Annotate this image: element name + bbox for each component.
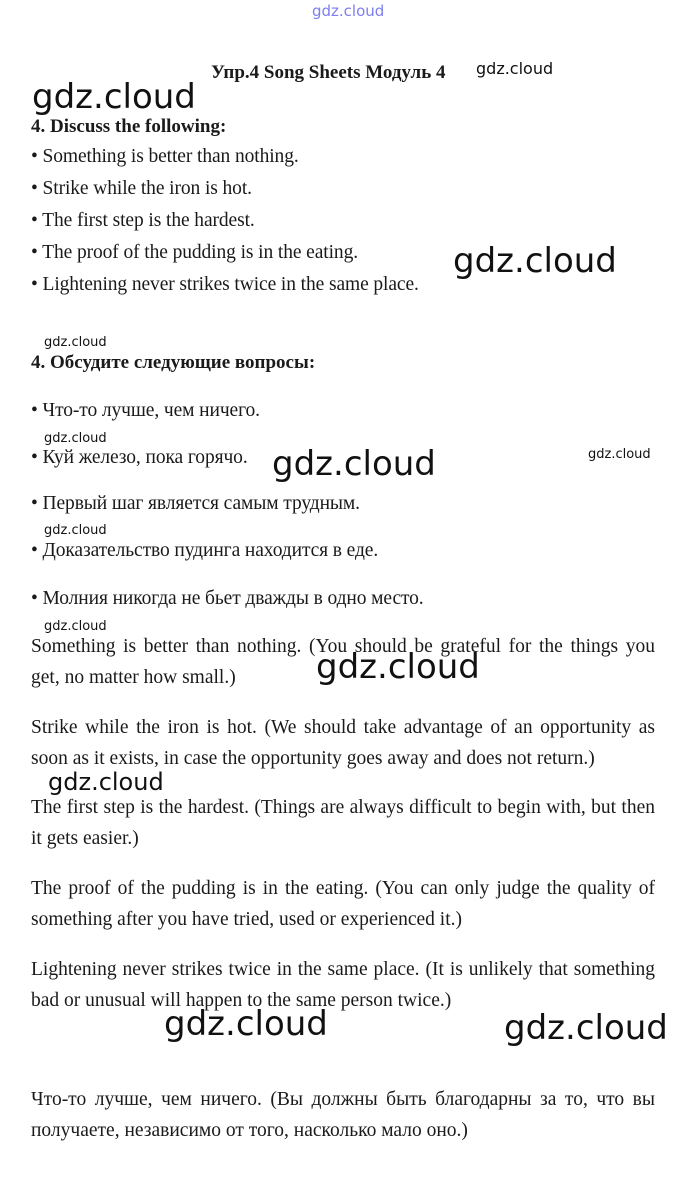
- watermark-large: gdz.cloud: [164, 1004, 328, 1044]
- section-heading-russian: 4. Обсудите следующие вопросы:: [31, 352, 316, 373]
- watermark-small: gdz.cloud: [44, 619, 107, 634]
- watermark-large: gdz.cloud: [272, 444, 436, 484]
- watermark-small: gdz.cloud: [44, 431, 107, 446]
- list-item: • The first step is the hardest.: [31, 210, 255, 231]
- watermark-small: gdz.cloud: [588, 447, 651, 462]
- watermark-title: gdz.cloud: [476, 59, 554, 78]
- page-title: Упр.4 Song Sheets Модуль 4: [211, 62, 446, 83]
- explanation-paragraph: Что-то лучше, чем ничего. (Вы должны быть благодарны за то, что вы получаете, независимо от того, насколько мало оно.): [31, 1089, 655, 1141]
- list-item: • Lightening never strikes twice in the same place.: [31, 274, 419, 295]
- explanation-paragraph: The proof of the pudding is in the eating. (You can only judge the quality of something after you have tried, used or experienced it.): [31, 878, 655, 930]
- explanation-paragraph: Lightening never strikes twice in the same place. (It is unlikely that something bad or unusual will happen to the same person twice.): [31, 959, 655, 1011]
- watermark-small: gdz.cloud: [44, 523, 107, 538]
- list-item: • Куй железо, пока горячо.: [31, 447, 248, 468]
- list-item: • The proof of the pudding is in the eating.: [31, 242, 359, 263]
- list-item: • Доказательство пудинга находится в еде.: [31, 540, 379, 561]
- watermark-large: gdz.cloud: [32, 77, 196, 117]
- list-item: • Что-то лучше, чем ничего.: [31, 400, 260, 421]
- list-item: • Первый шаг является самым трудным.: [31, 493, 360, 514]
- watermark-large: gdz.cloud: [48, 768, 164, 796]
- explanation-paragraph: The first step is the hardest. (Things are always difficult to begin with, but then it gets easier.): [31, 797, 655, 849]
- watermark-small: gdz.cloud: [44, 335, 107, 350]
- watermark-top: gdz.cloud: [312, 2, 385, 20]
- section-heading-english: 4. Discuss the following:: [31, 116, 227, 137]
- watermark-large: gdz.cloud: [504, 1008, 668, 1048]
- explanation-paragraph: Strike while the iron is hot. (We should take advantage of an opportunity as soon as it exists, in case the opportunity goes away and does not return.): [31, 717, 655, 769]
- watermark-large: gdz.cloud: [316, 647, 480, 687]
- list-item: • Молния никогда не бьет дважды в одно место.: [31, 588, 424, 609]
- watermark-large: gdz.cloud: [453, 241, 617, 281]
- explanation-paragraph: Something is better than nothing. (You should be grateful for the things you get, no matter how small.): [31, 636, 655, 688]
- list-item: • Strike while the iron is hot.: [31, 178, 252, 199]
- list-item: • Something is better than nothing.: [31, 146, 299, 167]
